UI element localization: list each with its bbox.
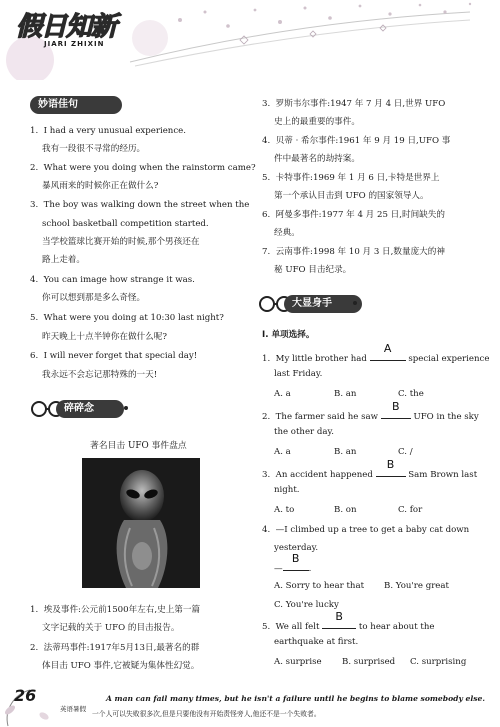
footer: [0, 680, 500, 727]
q1-option-b[interactable]: B. an: [334, 389, 357, 399]
sentence-3-en-1: 3. The boy was walking down the street when the: [30, 200, 250, 210]
bullet-dot: [353, 301, 357, 305]
logo-pinyin: JIARI ZHIXIN: [44, 40, 105, 48]
q3-option-a[interactable]: A. to: [274, 505, 295, 515]
sentence-4-en: 4. You can image how strange it was.: [30, 275, 195, 285]
q3-option-b[interactable]: B. on: [334, 505, 357, 515]
q5-option-c[interactable]: C. surprising: [410, 657, 467, 667]
q1-option-c[interactable]: C. the: [398, 389, 424, 399]
question-1-line-2: last Friday.: [274, 369, 323, 379]
section-sui-sui-nian: 碎碎念: [30, 397, 130, 421]
q5-option-b[interactable]: B. surprised: [342, 657, 396, 667]
ufo-event-5-line-1: 5. 卡特事件:1969 年 1 月 6 日,卡特是世界上: [262, 173, 440, 183]
ufo-alien-image: [82, 458, 200, 588]
sentence-1-en: 1. I had a very unusual experience.: [30, 126, 186, 136]
ufo-event-2-line-1: 2. 法蒂玛事件:1917年5月13日,最著名的群: [30, 643, 200, 653]
sentence-6-en: 6. I will never forget that special day!: [30, 351, 198, 361]
alien-figure-icon: [82, 458, 200, 588]
exercise-part-title: Ⅰ. 单项选择。: [262, 330, 315, 340]
ufo-event-3-line-1: 3. 罗斯韦尔事件:1947 年 7 月 4 日,世界 UFO: [262, 99, 446, 109]
question-5-line-2: earthquake at first.: [274, 637, 359, 647]
q3-option-c[interactable]: C. for: [398, 505, 423, 515]
question-4-reply: — B .: [274, 552, 312, 574]
q4-option-c[interactable]: C. You're lucky: [274, 600, 339, 610]
question-4-line-2: yesterday.: [274, 543, 319, 553]
ufo-heading: 著名目击 UFO 事件盘点: [90, 441, 187, 451]
ufo-event-4-line-2: 件中最著名的劫持案。: [274, 154, 360, 164]
q2-option-a[interactable]: A. a: [274, 447, 291, 457]
question-1: 1. My little brother had A special experience: [262, 342, 490, 364]
q2-option-c[interactable]: C. /: [398, 447, 413, 457]
q4-option-b[interactable]: B. You're great: [384, 581, 449, 591]
logo-title: 假日知新: [16, 12, 117, 42]
q2-option-b[interactable]: B. an: [334, 447, 357, 457]
bullet-dot: [124, 406, 128, 410]
section-miao-yu: 妙语佳句: [30, 96, 122, 114]
logo: [16, 6, 136, 58]
question-4-line-1: 4. —I climbed up a tree to get a baby cat down: [262, 525, 470, 535]
section-da-xian-shen-shou: 大显身手: [258, 292, 358, 316]
question-3: 3. An accident happened B Sam Brown last: [262, 458, 478, 480]
footer-tag: 英语暑假: [60, 705, 86, 713]
sentence-1-cn: 我有一段很不寻常的经历。: [42, 144, 146, 154]
sentence-4-cn: 你可以想到那是多么奇怪。: [42, 293, 146, 303]
sentence-3-en-2: school basketball competition started.: [42, 219, 209, 229]
ufo-event-6-line-1: 6. 阿曼多事件:1977 年 4 月 25 日,时间缺失的: [262, 210, 445, 220]
footer-quote-cn: 一个人可以失败很多次,但是只要他没有开始责怪旁人,他还不是一个失败者。: [92, 710, 321, 718]
answer-blank-3[interactable]: B: [376, 466, 406, 477]
answer-blank-5[interactable]: B: [322, 618, 356, 629]
sentence-5-en: 5. What were you doing at 10:30 last night?: [30, 313, 224, 323]
ufo-event-3-line-2: 史上的最重要的事件。: [274, 117, 360, 127]
page-number: 26: [14, 686, 37, 705]
answer-blank-1[interactable]: A: [370, 350, 406, 361]
ufo-event-6-line-2: 经典。: [274, 228, 300, 238]
question-3-line-2: night.: [274, 485, 300, 495]
question-5: 5. We all felt B to hear about the: [262, 610, 435, 632]
answer-blank-4[interactable]: B: [283, 560, 309, 571]
ufo-event-4-line-1: 4. 贝蒂 · 希尔事件:1961 年 9 月 19 日,UFO 事: [262, 136, 451, 146]
footer-quote-en: A man can fail many times, but he isn't a failure until he begins to blame somebody else.: [106, 694, 485, 703]
ufo-event-2-line-2: 体目击 UFO 事件,它被疑为集体性幻觉。: [42, 661, 200, 671]
sentence-5-cn: 昨天晚上十点半钟你在做什么呢?: [42, 332, 167, 342]
ufo-event-7-line-1: 7. 云南事件:1998 年 10 月 3 日,数量庞大的神: [262, 247, 445, 257]
sentence-6-cn: 我永远不会忘记那特殊的一天!: [42, 370, 158, 380]
answer-blank-2[interactable]: B: [381, 408, 411, 419]
ufo-event-1-line-1: 1. 埃及事件:公元前1500年左右,史上第一篇: [30, 605, 201, 615]
q5-option-a[interactable]: A. surprise: [274, 657, 322, 667]
ufo-event-7-line-2: 秘 UFO 目击纪录。: [274, 265, 352, 275]
q1-option-a[interactable]: A. a: [274, 389, 291, 399]
sentence-2-cn: 暴风雨来的时候你正在做什么?: [42, 181, 159, 191]
question-2-line-2: the other day.: [274, 427, 334, 437]
question-2: 2. The farmer said he saw B UFO in the sky: [262, 400, 479, 422]
ufo-event-5-line-2: 第一个承认目击到 UFO 的国家领导人。: [274, 191, 429, 201]
q4-option-a[interactable]: A. Sorry to hear that: [274, 581, 365, 591]
ufo-event-1-line-2: 文字记载的关于 UFO 的目击报告。: [42, 623, 180, 633]
sentence-3-cn-1: 当学校篮球比赛开始的时候,那个男孩还在: [42, 237, 200, 247]
sentence-2-en: 2. What were you doing when the rainstorm came?: [30, 163, 256, 173]
sentence-3-cn-2: 路上走着。: [42, 255, 85, 265]
